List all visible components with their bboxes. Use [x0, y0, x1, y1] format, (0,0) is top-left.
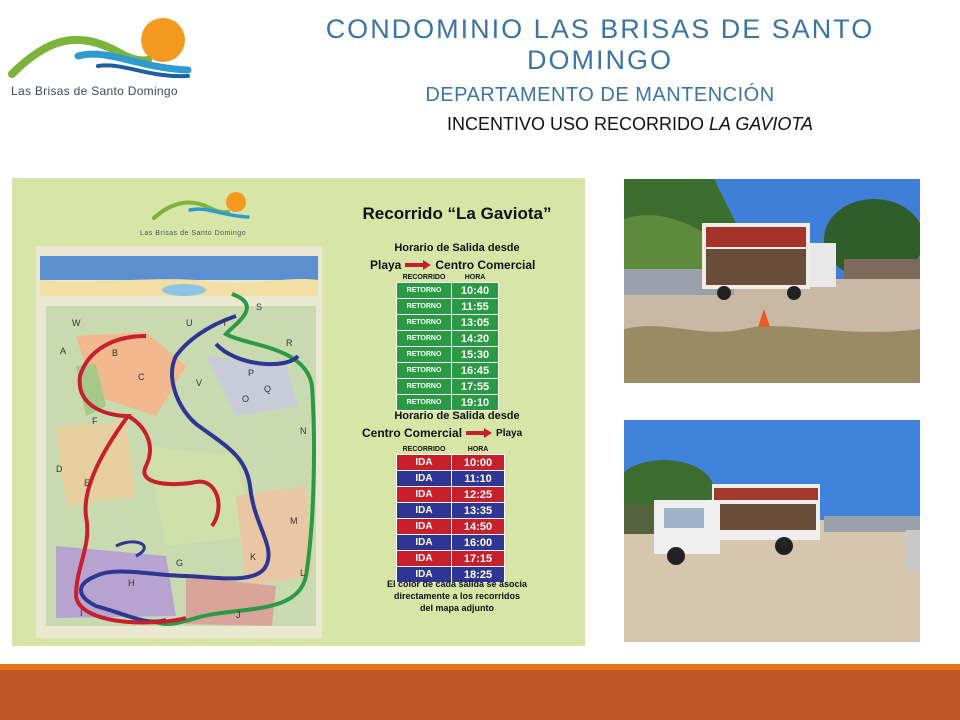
footnote-line: directamente a los recorridos	[393, 591, 521, 601]
table-row	[397, 395, 499, 411]
right-arrow-icon	[466, 428, 492, 438]
map-sector-label: N	[300, 426, 307, 436]
table-row	[397, 363, 499, 379]
route-cell: IDA	[397, 471, 452, 487]
map-sector-label: K	[250, 552, 257, 562]
table-row	[397, 455, 505, 471]
schedule-playa-from: Playa	[370, 258, 402, 272]
map-sector-label: A	[60, 346, 67, 356]
table-row	[397, 487, 505, 503]
map-sector-label: V	[196, 378, 203, 388]
time-cell: 16:00	[452, 535, 505, 551]
map-sector-label: R	[286, 338, 293, 348]
brand-logo-text: Las Brisas de Santo Domingo	[11, 84, 178, 98]
map-sector-label: T	[222, 318, 228, 328]
map-sector-label: Q	[264, 384, 272, 394]
time-cell: 12:25	[452, 487, 505, 503]
time-cell: 16:45	[452, 363, 499, 379]
time-cell: 17:55	[452, 379, 499, 395]
time-cell: 10:00	[452, 455, 505, 471]
route-cell: RETORNO	[397, 331, 452, 347]
footnote-line: del mapa adjunto	[419, 603, 494, 613]
map-sector-label: J	[236, 610, 241, 620]
table-row	[397, 519, 505, 535]
time-cell: 13:05	[452, 315, 499, 331]
time-cell: 11:10	[452, 471, 505, 487]
table-row	[397, 299, 499, 315]
footnote-line: El color de cada salida se asocia	[386, 579, 528, 589]
department-subtitle: DEPARTAMENTO DE MANTENCIÓN	[425, 84, 775, 106]
map-sector-label: H	[128, 578, 135, 588]
time-cell: 10:40	[452, 283, 499, 299]
incentive-subtitle	[330, 114, 930, 135]
map-sector-label: F	[92, 416, 98, 426]
table-row	[397, 551, 505, 567]
schedule-playa-to: Centro Comercial	[435, 258, 536, 272]
route-cell: IDA	[397, 455, 452, 471]
time-cell: 11:55	[452, 299, 499, 315]
schedule-centro-heading: Horario de Salida desde	[394, 410, 520, 422]
route-cell: IDA	[397, 551, 452, 567]
route-cell: RETORNO	[397, 395, 452, 411]
table-row	[397, 535, 505, 551]
route-cell: RETORNO	[397, 299, 452, 315]
page-title: CONDOMINIO LAS BRISAS DE SANTO DOMINGO	[325, 14, 875, 75]
time-cell: 15:30	[452, 347, 499, 363]
route-cell: IDA	[397, 535, 452, 551]
table-row	[397, 379, 499, 395]
route-cell: RETORNO	[397, 363, 452, 379]
map-sector-label: D	[56, 464, 63, 474]
footer-bar	[0, 670, 960, 720]
map-sector-label: L	[300, 568, 306, 578]
route-cell: IDA	[397, 503, 452, 519]
column-header: RECORRIDO	[402, 446, 446, 453]
map-sector-label: M	[290, 516, 298, 526]
column-header: RECORRIDO	[402, 274, 446, 281]
schedule-playa-heading: Horario de Salida desde	[394, 242, 520, 254]
map-sector-label: C	[138, 372, 145, 382]
poster-logo-text: Las Brisas de Santo Domingo	[140, 230, 247, 237]
route-cell: RETORNO	[397, 347, 452, 363]
time-cell: 19:10	[452, 395, 499, 411]
table-row	[397, 315, 499, 331]
map-sector-label: W	[72, 318, 81, 328]
table-row	[397, 283, 499, 299]
route-cell: RETORNO	[397, 283, 452, 299]
map-sector-label: B	[112, 348, 119, 358]
route-cell: IDA	[397, 519, 452, 535]
route-map	[36, 246, 322, 638]
bus-photo-top	[624, 179, 920, 383]
incentive-prefix: INCENTIVO USO RECORRIDO	[446, 114, 709, 134]
map-sector-label: U	[186, 318, 193, 328]
map-sector-label: G	[176, 558, 184, 568]
poster-logo	[152, 188, 252, 228]
map-sector-label: I	[80, 608, 83, 618]
schedule-centro-direction	[362, 426, 522, 440]
time-cell: 14:20	[452, 331, 499, 347]
time-cell: 18:25	[452, 567, 505, 583]
map-sector-label: P	[248, 368, 255, 378]
route-cell: RETORNO	[397, 379, 452, 395]
table-row	[397, 471, 505, 487]
column-header: HORA	[464, 274, 486, 281]
route-poster	[12, 178, 585, 646]
map-sector-label: E	[84, 478, 91, 488]
schedule-centro-from: Centro Comercial	[362, 426, 463, 440]
schedule-centro-to: Playa	[496, 427, 523, 439]
route-title: Recorrido “La Gaviota”	[362, 204, 552, 223]
poster-footnote	[352, 578, 562, 614]
time-cell: 17:15	[452, 551, 505, 567]
schedule-playa-direction	[370, 258, 535, 272]
incentive-route-name: LA GAVIOTA	[708, 114, 814, 134]
route-cell: RETORNO	[397, 315, 452, 331]
time-cell: 14:50	[452, 519, 505, 535]
route-cell: IDA	[397, 567, 452, 583]
route-cell: IDA	[397, 487, 452, 503]
schedule-playa-table	[396, 274, 499, 411]
bus-photo-bottom	[624, 420, 920, 642]
column-header: HORA	[467, 446, 489, 453]
table-row	[397, 331, 499, 347]
table-row	[397, 347, 499, 363]
map-sector-label: O	[242, 394, 250, 404]
map-sector-label: S	[256, 302, 263, 312]
time-cell: 13:35	[452, 503, 505, 519]
right-arrow-icon	[405, 260, 431, 270]
table-row	[397, 503, 505, 519]
schedule-centro-table	[396, 446, 505, 583]
